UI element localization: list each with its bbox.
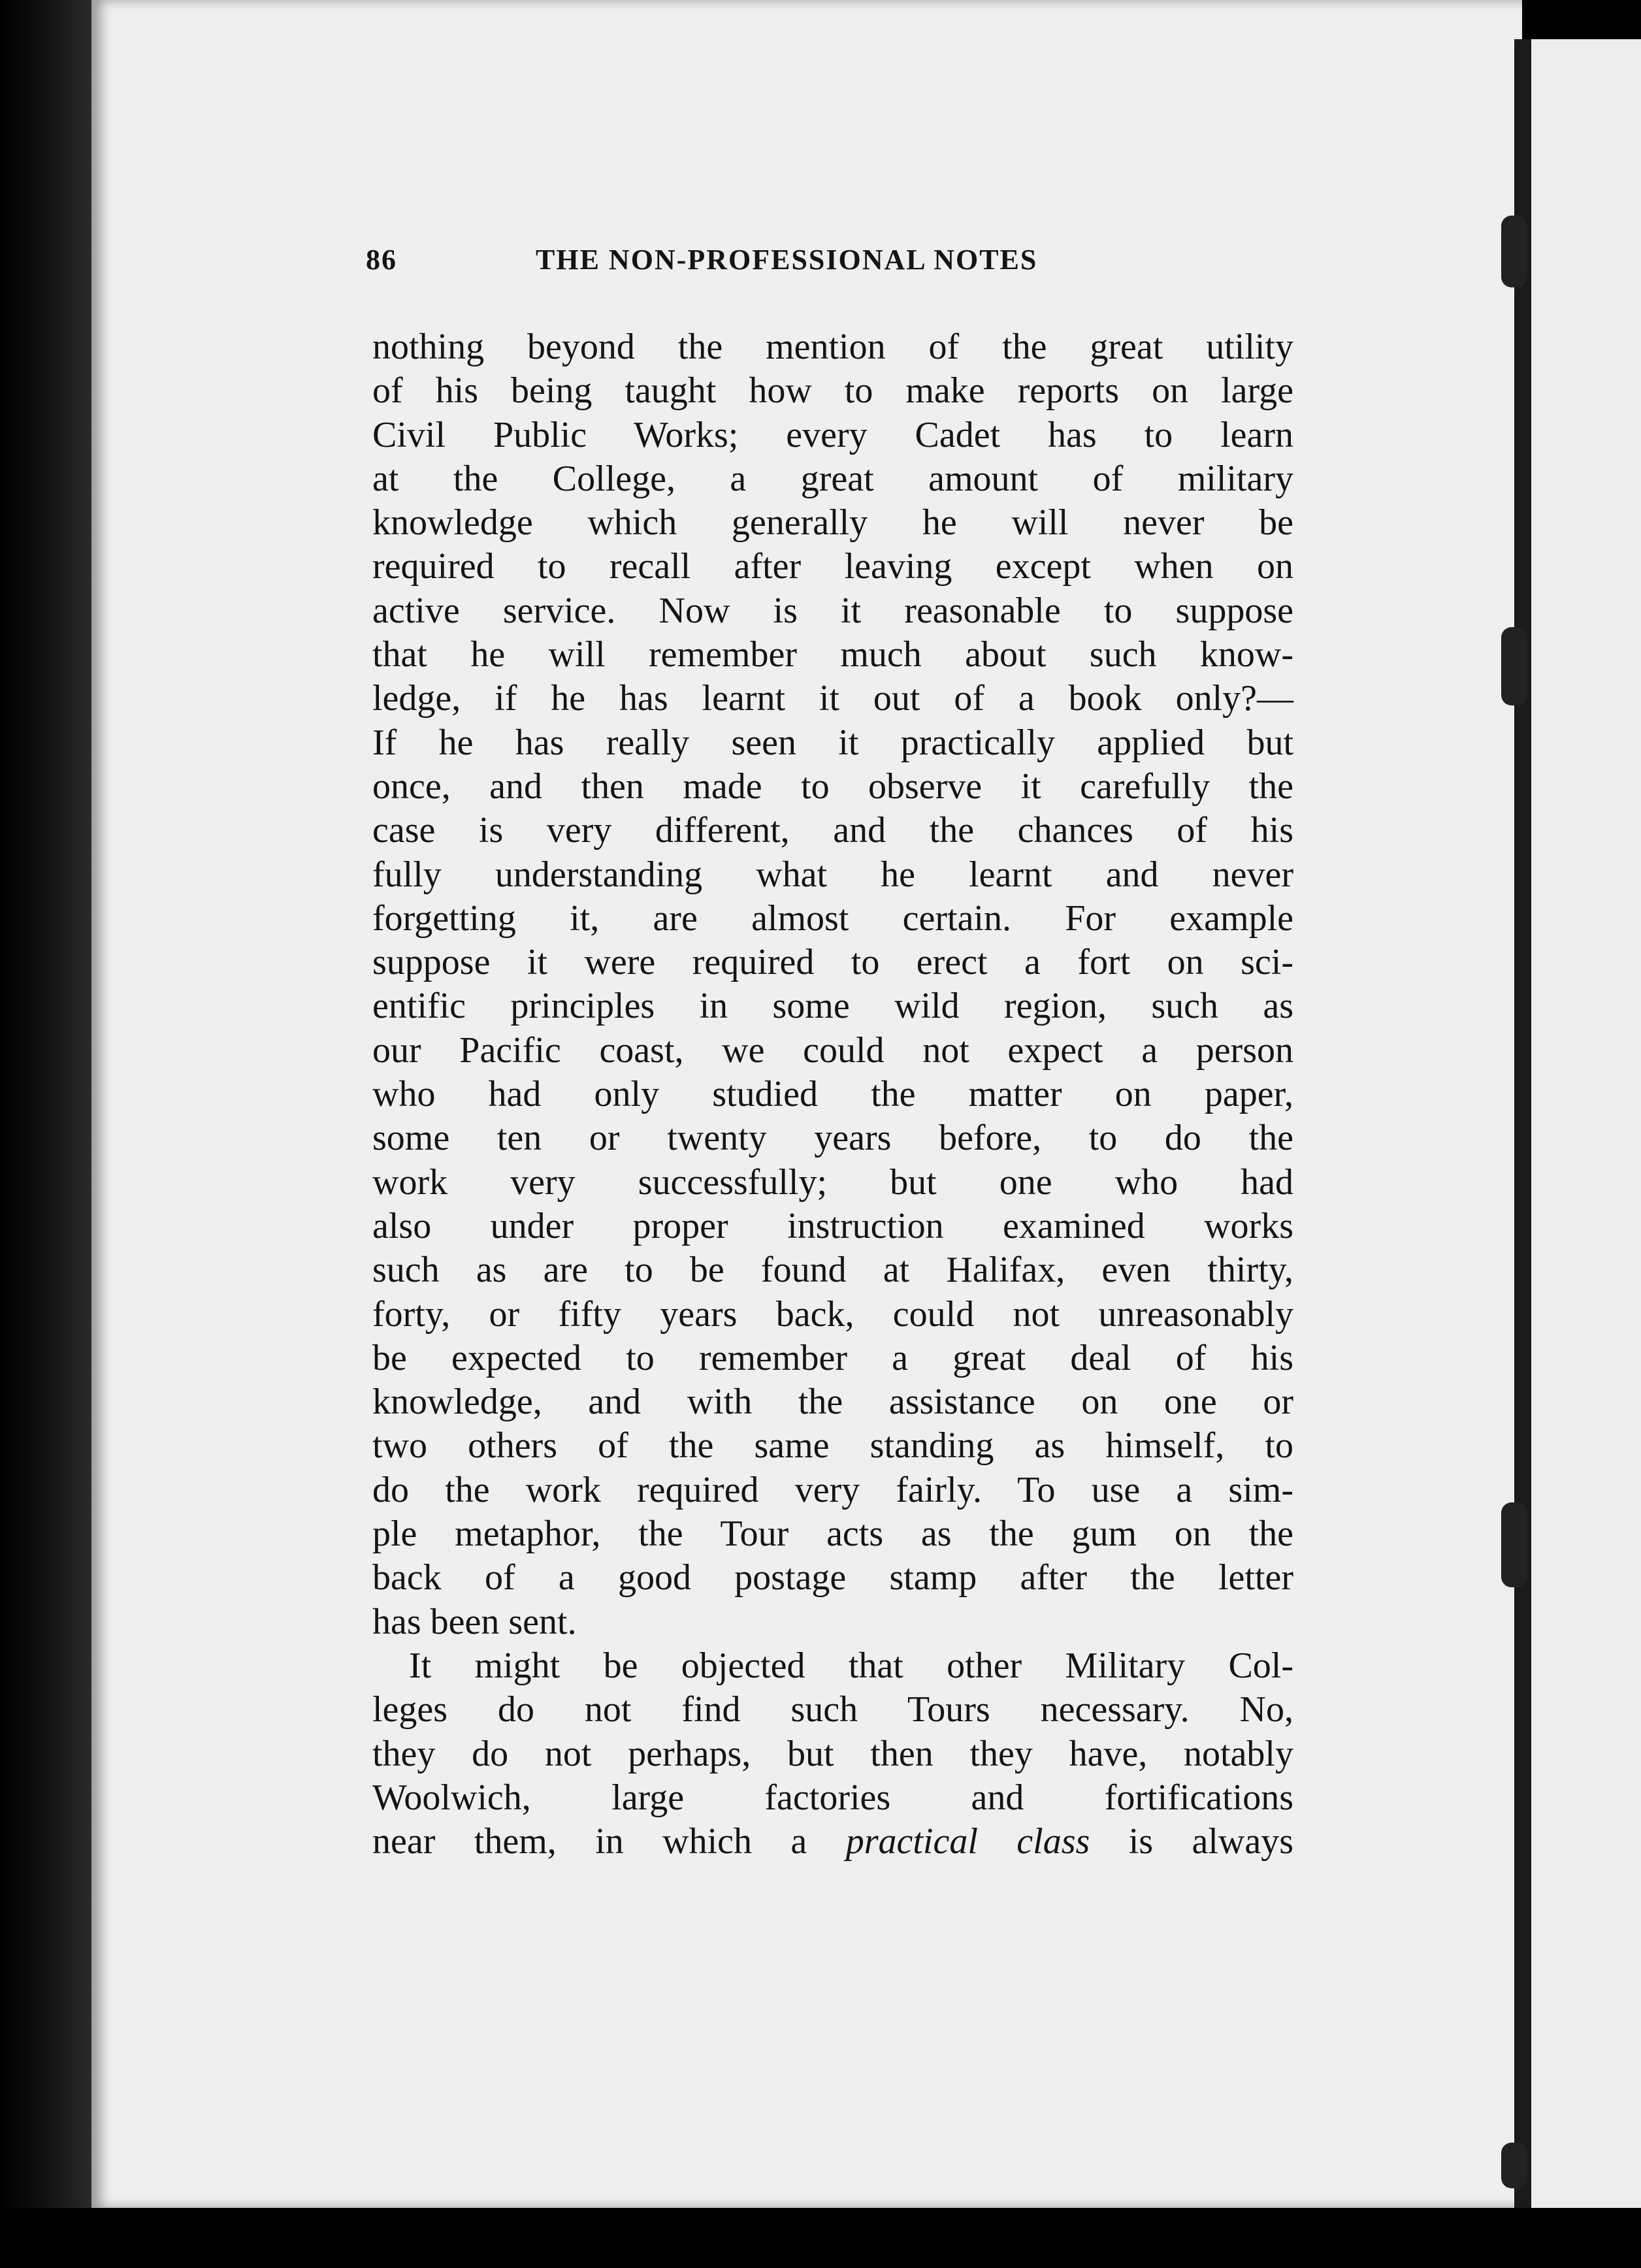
text-line: also under proper instruction examined works [372,1205,1293,1246]
page-number: 86 [366,244,397,276]
binding-thread-1 [1501,216,1527,287]
final-line-end: is always [1128,1821,1294,1862]
text-line: our Pacific coast, we could not expect a person [372,1029,1293,1071]
text-line: required to recall after leaving except when on [372,546,1293,587]
text-line: entific principles in some wild region, such as [372,986,1293,1027]
text-line: If he has really seen it practically applied but [372,722,1293,763]
text-line: who had only studied the matter on paper, [372,1074,1293,1115]
text-line: once, and then made to observe it carefully the [372,766,1293,807]
text-line: nothing beyond the mention of the great utility [372,327,1293,367]
text-line: be expected to remember a great deal of his [372,1337,1293,1378]
text-line: Woolwich, large factories and fortifications [372,1777,1293,1818]
text-line: ledge, if he has learnt it out of a book only?— [372,678,1293,719]
book-gutter [1514,39,1531,2221]
paragraph-start-line: It might be objected that other Military Col- [409,1645,1293,1686]
text-line: work very successfully; but one who had [372,1161,1293,1203]
text-line: they do not perhaps, but then they have, notably [372,1733,1293,1774]
text-line: of his being taught how to make reports on large [372,370,1293,412]
text-line: forty, or fifty years back, could not unreasonably [372,1293,1293,1335]
final-text-line [372,1820,1293,1864]
text-line: active service. Now is it reasonable to suppose [372,590,1293,631]
binding-thread-3 [1501,1502,1527,1587]
running-head-title: THE NON-PROFESSIONAL NOTES [536,244,1038,276]
text-line: Civil Public Works; every Cadet has to learn [372,414,1293,455]
running-head [366,243,1280,289]
final-line-start: near them, in which a [372,1821,807,1862]
scan-left-edge [0,0,91,2268]
body-text [372,325,1293,1864]
paragraph-end-line: has been sent. [372,1601,577,1642]
binding-thread-2 [1501,627,1527,705]
text-line: two others of the same standing as himself, to [372,1425,1293,1466]
facing-page-edge [1531,39,1641,2221]
binding-thread-4 [1501,2143,1527,2188]
text-line: that he will remember much about such know- [372,634,1293,675]
text-line: leges do not find such Tours necessary. No, [372,1689,1293,1730]
scan-bottom-edge [0,2208,1641,2268]
text-line: ple metaphor, the Tour acts as the gum on the [372,1514,1293,1555]
text-line: suppose it were required to erect a fort on sci- [372,942,1293,983]
text-line: some ten or twenty years before, to do the [372,1118,1293,1159]
italic-phrase: practical class [845,1821,1090,1862]
text-line: case is very different, and the chances of his [372,810,1293,851]
text-line: fully understanding what he learnt and never [372,854,1293,895]
text-line: do the work required very fairly. To use a sim- [372,1469,1293,1510]
text-line: knowledge which generally he will never be [372,502,1293,543]
text-line: back of a good postage stamp after the letter [372,1557,1293,1598]
text-line: knowledge, and with the assistance on one or [372,1382,1293,1423]
text-line: such as are to be found at Halifax, even thirty, [372,1250,1293,1291]
text-line: at the College, a great amount of military [372,458,1293,499]
text-line: forgetting it, are almost certain. For example [372,898,1293,939]
